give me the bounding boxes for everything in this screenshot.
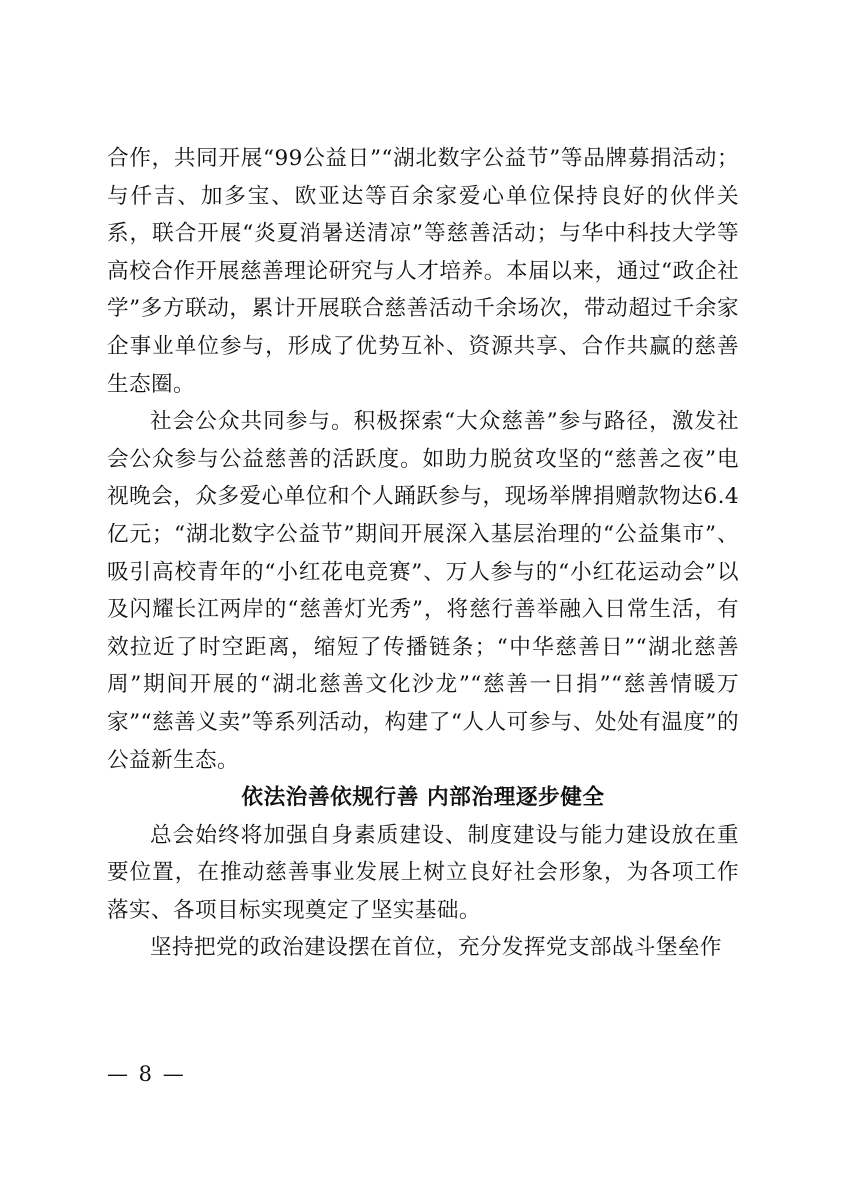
document-body [107, 140, 739, 967]
paragraph-self-construction: 总会始终将加强自身素质建设、制度建设与能力建设放在重要位置，在推动慈善事业发展上树立良好社会形象，为各项工作落实、各项目标实现奠定了坚实基础。 [107, 822, 739, 923]
section-heading: 依法治善依规行善 内部治理逐步健全 [241, 785, 605, 811]
paragraph-partnership: 合作，共同开展“99公益日”“湖北数字公益节”等品牌募捐活动；与仟吉、加多宝、欧亚达等百余家爱心单位保持良好的伙伴关系，联合开展“炎夏消暑送清凉”等慈善活动；与华中科技大学等高校合作开展慈善理论研究与人才培养。本届以来，通过“政企社学”多方联动，累计开展联合慈善活动千余场次，带动超过千余家企事业单位参与，形成了优势互补、资源共享、合作共赢的慈善生态圈。 [107, 146, 739, 397]
paragraph-party-building: 坚持把党的政治建设摆在首位，充分发挥党支部战斗堡垒作 [150, 935, 722, 961]
page-number: — 8 — [107, 1062, 186, 1086]
paragraph-public-participation: 社会公众共同参与。积极探索“大众慈善”参与路径，激发社会公众参与公益慈善的活跃度。如助力脱贫攻坚的“慈善之夜”电视晚会，众多爱心单位和个人踊跃参与，现场举牌捐赠款物达6.4亿元；“湖北数字公益节”期间开展深入基层治理的“公益集市”、吸引高校青年的“小红花电竞赛”、万人参与的“小红花运动会”以及闪耀长江两岸的“慈善灯光秀”，将慈行善举融入日常生活，有效拉近了时空距离，缩短了传播链条；“中华慈善日”“湖北慈善周”期间开展的“湖北慈善文化沙龙”“慈善一日捐”“慈善情暖万家”“慈善义卖”等系列活动，构建了“人人可参与、处处有温度”的公益新生态。 [107, 409, 739, 773]
